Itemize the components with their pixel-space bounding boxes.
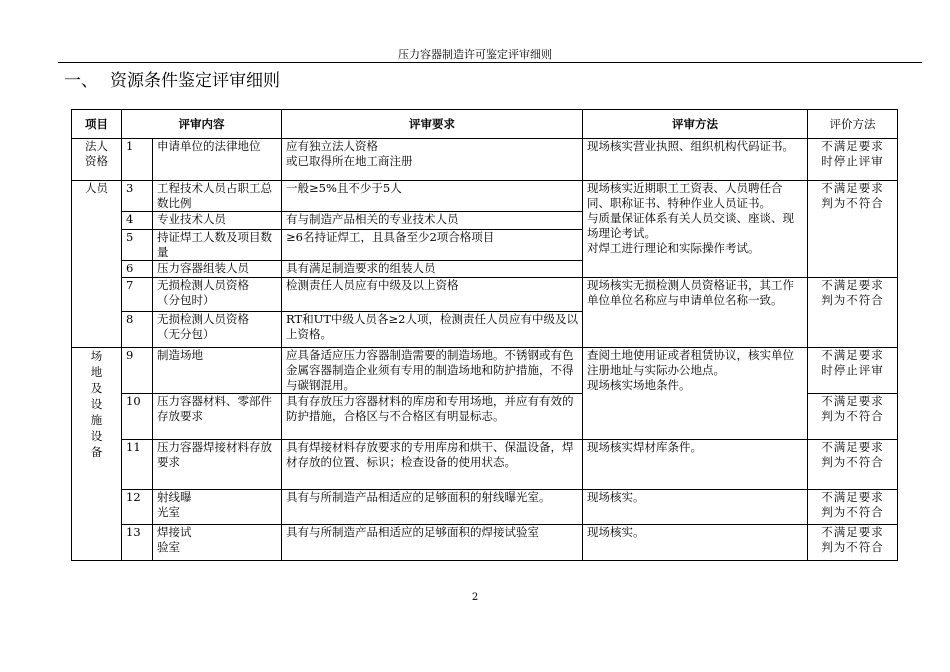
row-number: 12 xyxy=(122,490,153,525)
table-row xyxy=(72,181,898,212)
review-method: 现场核实。 xyxy=(583,525,808,561)
review-content: 压力容器组装人员 xyxy=(153,261,282,278)
row-number: 6 xyxy=(122,261,153,278)
section-title xyxy=(64,66,280,91)
review-method: 现场核实营业执照、组织机构代码证书。 xyxy=(583,139,808,181)
row-number: 9 xyxy=(122,348,153,394)
review-method: 现场核实焊材库条件。 xyxy=(583,440,808,490)
header-requirement: 评审要求 xyxy=(282,110,583,139)
row-number: 10 xyxy=(122,394,153,440)
section-title-text: 资源条件鉴定评审细则 xyxy=(110,71,280,91)
row-number: 5 xyxy=(122,230,153,261)
category-legal: 法人 资格 xyxy=(72,139,122,181)
row-number: 3 xyxy=(122,181,153,212)
table-row xyxy=(72,348,898,394)
table-row xyxy=(72,139,898,181)
review-content: 制造场地 xyxy=(153,348,282,394)
review-method: 现场核实。 xyxy=(583,490,808,525)
table-row xyxy=(72,490,898,525)
review-requirement: 具有与所制造产品相适应的足够面积的射线曝光室。 xyxy=(282,490,583,525)
review-requirement: 具有焊接材料存放要求的专用库房和烘干、保温设备，焊材存放的位置、标识；检查设备的使用状态。 xyxy=(282,440,583,490)
row-number: 8 xyxy=(122,312,153,348)
evaluation-method: 不满足要求 判为不符合 xyxy=(808,490,898,525)
review-content: 持证焊工人数及项目数量 xyxy=(153,230,282,261)
review-content: 压力容器材料、零部件存放要求 xyxy=(153,394,282,440)
page-number: 2 xyxy=(471,592,479,603)
review-content: 焊接试 验室 xyxy=(153,525,282,561)
evaluation-method: 不满足要求 时停止评审 xyxy=(808,348,898,394)
row-number: 4 xyxy=(122,212,153,230)
row-number: 7 xyxy=(122,278,153,312)
review-requirement: 检测责任人员应有中级及以上资格 xyxy=(282,278,583,312)
review-method: 现场核实无损检测人员资格证书，其工作单位单位名称应与申请单位名称一致。 xyxy=(583,278,808,348)
review-content: 工程技术人员占职工总数比例 xyxy=(153,181,282,212)
review-content: 射线曝 光室 xyxy=(153,490,282,525)
review-requirement: 具有满足制造要求的组装人员 xyxy=(282,261,583,278)
table-row xyxy=(72,440,898,490)
row-number: 1 xyxy=(122,139,153,181)
header-rule xyxy=(58,62,922,63)
header-item: 项目 xyxy=(72,110,122,139)
header-content: 评审内容 xyxy=(122,110,282,139)
evaluation-method: 不满足要求 判为不符合 xyxy=(808,440,898,490)
category-personnel: 人员 xyxy=(72,181,122,348)
review-requirement: 具有存放压力容器材料的库房和专用场地，并应有有效的防护措施，合格区与不合格区有明显标志。 xyxy=(282,394,583,440)
review-method: 查阅土地使用证或者租赁协议，核实单位注册地址与实际办公地点。 现场核实场地条件。 xyxy=(583,348,808,440)
section-number: 一、 xyxy=(64,71,98,91)
evaluation-method: 不满足要求 判为不符合 xyxy=(808,394,898,440)
header-evaluation: 评价方法 xyxy=(808,110,898,139)
evaluation-method: 不满足要求 判为不符合 xyxy=(808,525,898,561)
evaluation-method: 不满足要求 判为不符合 xyxy=(808,278,898,348)
review-content: 无损检测人员资格 （分包时） xyxy=(153,278,282,312)
review-requirement: ≥6名持证焊工，且具备至少2项合格项目 xyxy=(282,230,583,261)
review-requirement: 具有与所制造产品相适应的足够面积的焊接试验室 xyxy=(282,525,583,561)
category-facilities: 场 地 及 设 施 设 备 xyxy=(72,348,122,561)
header-method: 评审方法 xyxy=(583,110,808,139)
evaluation-method: 不满足要求 判为不符合 xyxy=(808,181,898,278)
review-requirement: 应有独立法人资格 或已取得所在地工商注册 xyxy=(282,139,583,181)
review-requirement: RT和UT中级人员各≥2人项，检测责任人员应有中级及以上资格。 xyxy=(282,312,583,348)
table-header-row xyxy=(72,110,898,139)
evaluation-method: 不满足要求 时停止评审 xyxy=(808,139,898,181)
review-requirement: 有与制造产品相关的专业技术人员 xyxy=(282,212,583,230)
review-requirement: 应具备适应压力容器制造需要的制造场地。不锈钢或有色金属容器制造企业须有专用的制造场地和防护措施，不得与碳钢混用。 xyxy=(282,348,583,394)
row-number: 13 xyxy=(122,525,153,561)
table-row xyxy=(72,278,898,312)
review-method: 现场核实近期职工工资表、人员聘任合同、职称证书、特种作业人员证书。 与质量保证体系有关人员交谈、座谈、现场理论考试。 对焊工进行理论和实际操作考试。 xyxy=(583,181,808,278)
table-row xyxy=(72,525,898,561)
review-content: 无损检测人员资格 （无分包） xyxy=(153,312,282,348)
review-content: 申请单位的法律地位 xyxy=(153,139,282,181)
review-table xyxy=(71,109,898,561)
review-content: 专业技术人员 xyxy=(153,212,282,230)
row-number: 11 xyxy=(122,440,153,490)
review-requirement: 一般≥5%且不少于5人 xyxy=(282,181,583,212)
review-content: 压力容器焊接材料存放要求 xyxy=(153,440,282,490)
page-header: 压力容器制造许可鉴定评审细则 xyxy=(398,48,552,61)
